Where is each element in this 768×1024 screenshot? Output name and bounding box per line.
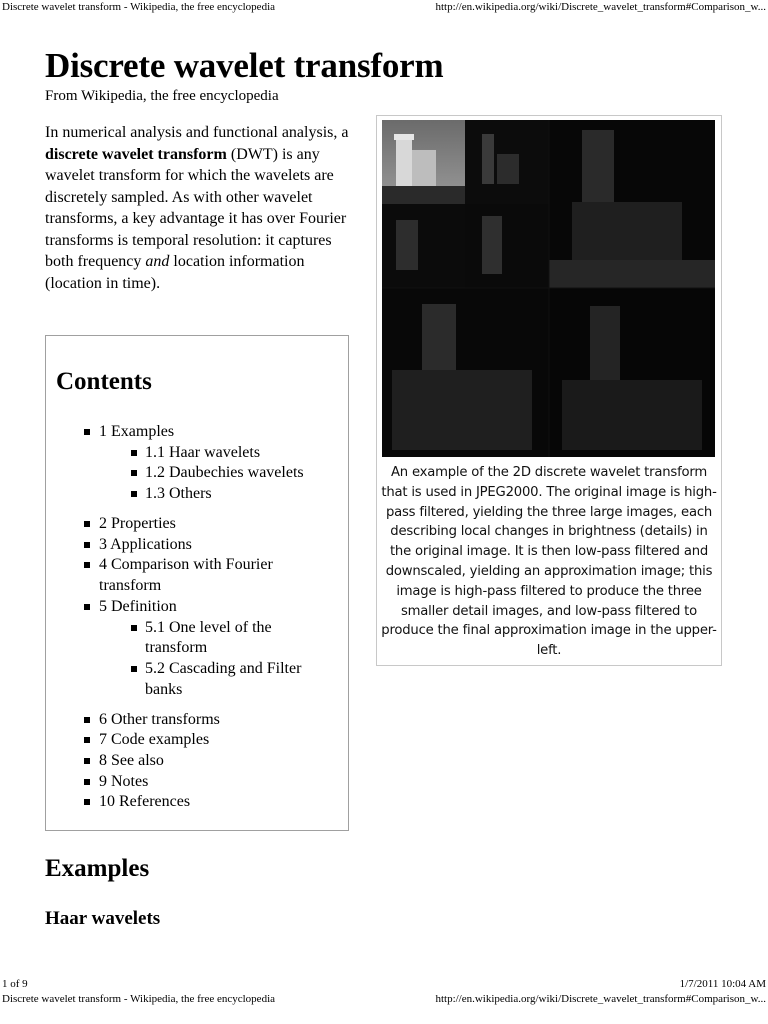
lead-emphasis: and	[145, 253, 170, 270]
bullet-icon	[84, 758, 90, 764]
bullet-icon	[84, 542, 90, 548]
wavelet-decomposition-image[interactable]	[382, 120, 715, 457]
toc-item-definition[interactable]: 5 Definition	[84, 597, 334, 618]
toc-item-references[interactable]: 10 References	[84, 792, 334, 813]
print-header	[0, 1, 768, 15]
print-footer-bottom	[0, 993, 768, 1007]
page-title: Discrete wavelet transform	[45, 46, 444, 85]
toc-title: Contents	[56, 368, 152, 395]
bullet-icon	[84, 562, 90, 568]
bullet-icon	[84, 604, 90, 610]
toc-item-properties[interactable]: 2 Properties	[84, 514, 334, 535]
figure-caption: An example of the 2D discrete wavelet transform that is used in JPEG2000. The original image is high-pass filtered, yielding the three large images, each describing local changes in brightness (details) in the original image. It is then low-pass filtered and downscaled, yielding an approximation image; this image is high-pass filtered to produce the three smaller detail images, and low-pass filtered to produce the final approximation image in the upper-left.	[381, 465, 717, 659]
print-footer-top	[0, 978, 768, 992]
figure-thumbnail	[376, 115, 722, 666]
toc-item-examples[interactable]: 1 Examples	[84, 422, 334, 443]
toc-item-code-examples[interactable]: 7 Code examples	[84, 730, 334, 751]
bullet-icon	[131, 450, 137, 456]
bullet-icon	[84, 717, 90, 723]
bullet-icon	[84, 799, 90, 805]
toc-item-notes[interactable]: 9 Notes	[84, 772, 334, 793]
toc-item-daubechies-wavelets[interactable]: 1.2 Daubechies wavelets	[131, 463, 331, 484]
footer-url[interactable]: http://en.wikipedia.org/wiki/Discrete_wavelet_transform#Comparison_w...	[435, 993, 766, 1005]
lead-term: discrete wavelet transform	[45, 145, 227, 163]
bullet-icon	[84, 521, 90, 527]
toc-item-others[interactable]: 1.3 Others	[131, 484, 331, 505]
toc-item-applications[interactable]: 3 Applications	[84, 535, 334, 556]
header-url[interactable]: http://en.wikipedia.org/wiki/Discrete_wavelet_transform#Comparison_w...	[435, 1, 766, 13]
table-of-contents	[45, 335, 349, 831]
lead-text-3: location information (location in time).	[45, 253, 305, 292]
bullet-icon	[131, 666, 137, 672]
header-page-title: Discrete wavelet transform - Wikipedia, the free encyclopedia	[2, 1, 276, 13]
bullet-icon	[131, 625, 137, 631]
page-counter: 1 of 9	[2, 978, 28, 990]
bullet-icon	[84, 779, 90, 785]
site-tagline: From Wikipedia, the free encyclopedia	[45, 88, 279, 104]
bullet-icon	[84, 737, 90, 743]
section-heading-haar-wavelets: Haar wavelets	[45, 908, 161, 929]
footer-page-title: Discrete wavelet transform - Wikipedia, the free encyclopedia	[2, 993, 276, 1005]
section-heading-examples: Examples	[45, 855, 150, 882]
toc-item-one-level[interactable]: 5.1 One level of the transform	[131, 618, 311, 659]
bullet-icon	[131, 491, 137, 497]
toc-item-cascading-filter-banks[interactable]: 5.2 Cascading and Filter banks	[131, 659, 331, 700]
lead-text-2: (DWT) is any wavelet transform for which the wavelets are discretely sampled. As with other wavelet transforms, a key advantage it has over Fourier transforms is temporal resolution: it captures both frequency	[45, 145, 347, 270]
bullet-icon	[84, 429, 90, 435]
bullet-icon	[131, 470, 137, 476]
toc-item-see-also[interactable]: 8 See also	[84, 751, 334, 772]
toc-item-other-transforms[interactable]: 6 Other transforms	[84, 710, 334, 731]
toc-item-haar-wavelets[interactable]: 1.1 Haar wavelets	[131, 443, 331, 464]
toc-item-comparison-fourier[interactable]: 4 Comparison with Fourier transform	[84, 555, 294, 596]
lead-paragraph	[45, 122, 363, 294]
lead-text-1: In numerical analysis and functional analysis, a	[45, 124, 349, 141]
print-datetime: 1/7/2011 10:04 AM	[679, 978, 766, 990]
